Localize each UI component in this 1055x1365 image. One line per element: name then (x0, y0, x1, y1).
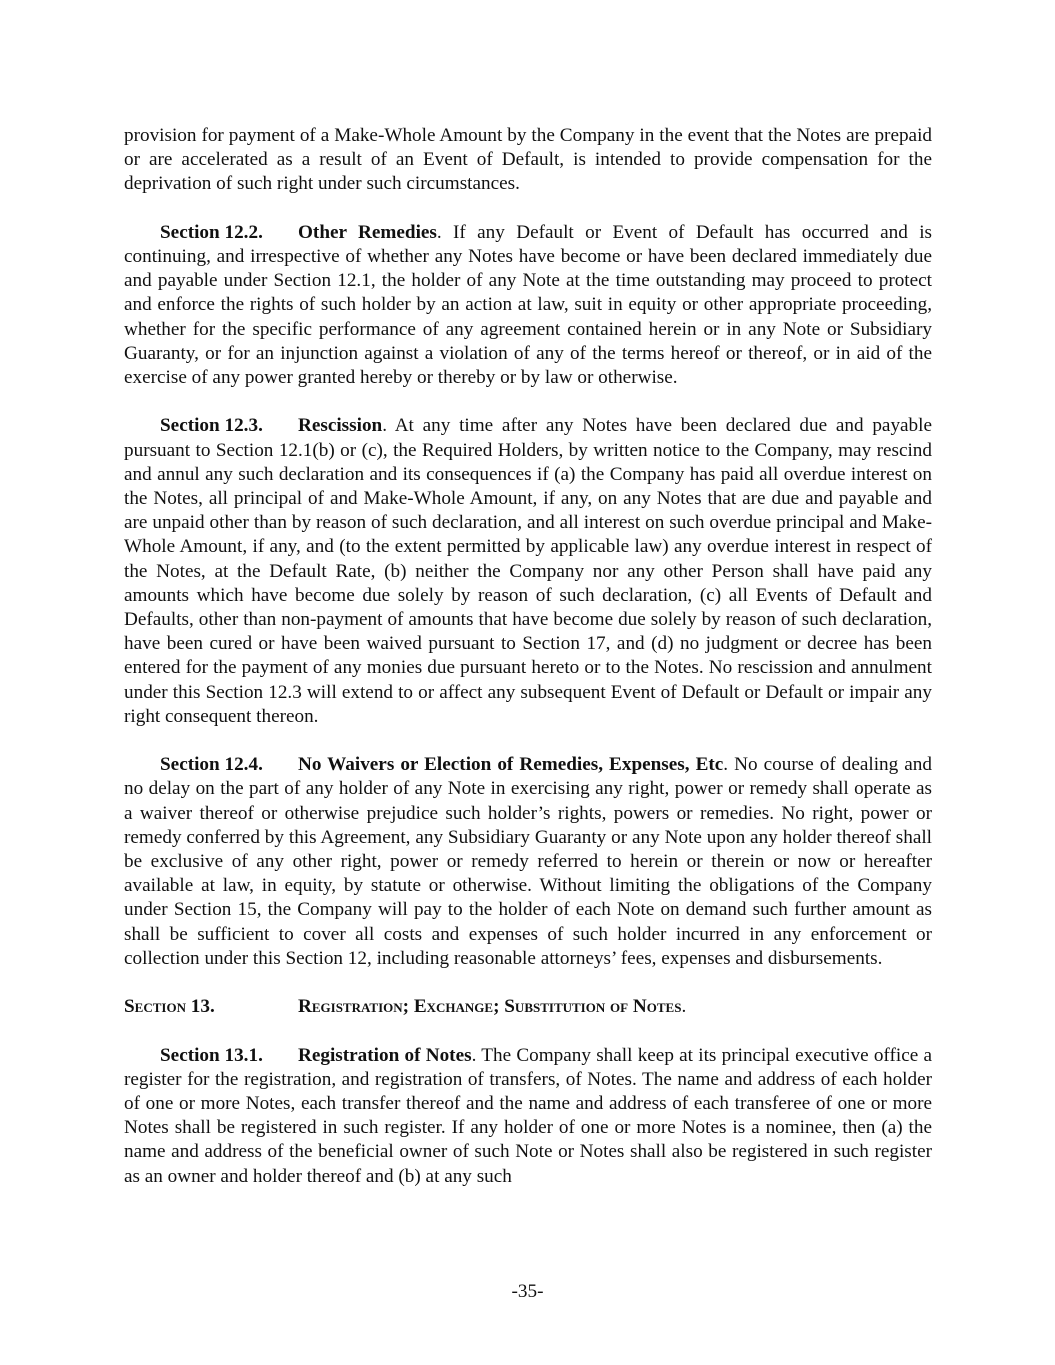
page-number: -35- (511, 1281, 544, 1302)
section-number: Section 12.4. (160, 754, 263, 776)
section-13-1 (124, 1044, 932, 1189)
heading-title: Registration; Exchange; Substitution of Notes (298, 996, 682, 1018)
section-13-heading (124, 995, 932, 1019)
section-12-4 (124, 753, 932, 971)
section-body: . If any Default or Event of Default has occurred and is continuing, and irrespective of whether any Notes have become or have been declared immediately due and payable under Section 12.1, the holder of any Note at the time outstanding may proceed to protect and enforce the rights of such holder by an action at law, suit in equity or other appropriate proceeding, whether for the specific performance of any agreement contained herein or in any Note or Subsidiary Guaranty, or for an injunction against a violation of any of the terms hereof or thereof, or in aid of the exercise of any power granted hereby or thereby or by law or otherwise. (124, 221, 933, 389)
section-body: . The Company shall keep at its principal executive office a register for the registration, and registration of transfers, of Notes. The name and address of each holder of one or more Notes, each transfer thereof and the name and address of each transferee of one or more Notes shall be registered in such register. If any holder of one or more Notes is a nominee, then (a) the name and address of the beneficial owner of such Note or Notes shall also be registered in such register as an owner and holder thereof and (b) at any such (124, 1044, 932, 1187)
section-12-2 (124, 221, 932, 390)
section-number: Section 12.3. (160, 415, 263, 437)
section-body: . No course of dealing and no delay on the part of any holder of any Note in exercising any right, power or remedy shall operate as a waiver thereof or otherwise prejudice such holder’s rights, powers or remedies. No right, power or remedy conferred by this Agreement, any Subsidiary Guaranty or any Note upon any holder thereof shall be exclusive of any other right, power or remedy referred to herein or therein or now or hereafter available at law, in equity, by statute or otherwise. Without limiting the obligations of the Company under Section 15, the Company will pay to the holder of each Note on demand such further amount as shall be sufficient to cover all costs and expenses of such holder incurred in any enforcement or collection under this Section 12, including reasonable attorneys’ fees, expenses and disbursements. (124, 754, 932, 969)
heading-trail: . (681, 996, 687, 1018)
section-title: Rescission (298, 415, 383, 437)
section-number: Section 13.1. (160, 1044, 263, 1066)
section-body: . At any time after any Notes have been declared due and payable pursuant to Section 12.1(b) or (c), the Required Holders, by written notice to the Company, may rescind and annul any such declaration and its consequences if (a) the Company has paid all overdue interest on the Notes, all principal of and Make-Whole Amount, if any, on any Notes that are due and payable and are unpaid other than by reason of such declaration, and all interest on such overdue principal and Make-Whole Amount, if any, and (to the extent permitted by applicable law) any overdue interest in respect of the Notes, at the Default Rate, (b) neither the Company nor any other Person shall have paid any amounts which have become due solely by reason of such declaration, (c) all Events of Default and Defaults, other than non-payment of amounts that have become due solely by reason of such declaration, have been cured or have been waived pursuant to Section 17, and (d) no judgment or decree has been entered for the payment of any monies due pursuant hereto or to the Notes. No rescission and annulment under this Section 12.3 will extend to or affect any subsequent Event of Default or Default or impair any right consequent thereon. (124, 415, 932, 727)
section-title: Registration of Notes (298, 1044, 472, 1066)
paragraph-continuation: provision for payment of a Make-Whole Amount by the Company in the event that the Notes are prepaid or are accelerated as a result of an Event of Default, is intended to provide compensation for the deprivation of such right under such circumstances. (124, 125, 932, 195)
document-page (124, 124, 932, 1213)
section-number: Section 12.2. (160, 221, 263, 243)
section-title: No Waivers or Election of Remedies, Expenses, Etc (298, 754, 724, 776)
section-12-3 (124, 414, 932, 729)
section-title: Other Remedies (298, 221, 437, 243)
heading-number: Section 13. (124, 996, 215, 1018)
